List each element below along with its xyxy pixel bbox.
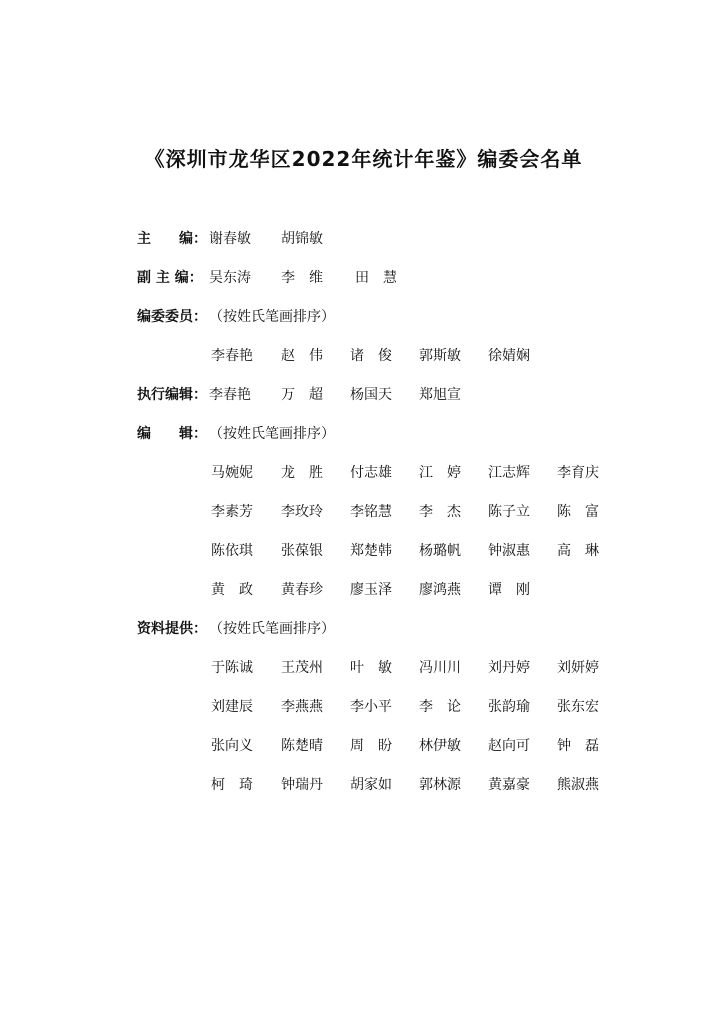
- editor-name: 钟淑惠: [488, 543, 530, 559]
- editor-name: 张葆银: [281, 543, 323, 559]
- data-provider-name: 黄嘉豪: [488, 777, 530, 793]
- executive-editor-name: 郑旭宣: [419, 387, 461, 403]
- executive-editor-name: 杨国天: [350, 387, 392, 403]
- data-provider-name: 冯川川: [419, 660, 461, 676]
- data-provider-name: 王茂州: [281, 660, 323, 676]
- deputy-editor-label: 副 主 编：: [137, 270, 203, 286]
- editor-name: 龙 胜: [281, 465, 323, 481]
- data-provider-name: 李小平: [350, 699, 392, 715]
- editor-name: 黄春珍: [281, 582, 323, 598]
- committee-label: 编委委员：: [137, 309, 207, 325]
- data-provider-name: 李 论: [419, 699, 461, 715]
- editor-name: 李 杰: [419, 504, 461, 520]
- deputy-editor-name: 吴东涛: [209, 270, 251, 286]
- committee-member: 赵 伟: [281, 348, 323, 364]
- data-provider-name: 李燕燕: [281, 699, 323, 715]
- editor-name: 李铭慧: [350, 504, 392, 520]
- editor-name: 江 婷: [419, 465, 461, 481]
- editor-name: 江志辉: [488, 465, 530, 481]
- editors-sort-note: （按姓氏笔画排序）: [209, 426, 335, 442]
- document-title: 《深圳市龙华区2022年统计年鉴》编委会名单: [144, 147, 583, 171]
- data-provider-name: 钟瑞丹: [281, 777, 323, 793]
- data-provider-name: 刘丹婷: [488, 660, 530, 676]
- editor-name: 高 琳: [557, 543, 599, 559]
- committee-member: 徐婧娴: [488, 348, 530, 364]
- data-provider-name: 张东宏: [557, 699, 599, 715]
- committee-member: 李春艳: [211, 348, 253, 364]
- editor-name: 李育庆: [557, 465, 599, 481]
- data-provider-name: 陈楚晴: [281, 738, 323, 754]
- chief-editor-name: 胡锦敏: [281, 231, 323, 247]
- editor-name: 陈子立: [488, 504, 530, 520]
- data-provider-name: 张向义: [211, 738, 253, 754]
- data-provider-name: 于陈诚: [211, 660, 253, 676]
- chief-editor-label: 主 编：: [137, 231, 207, 247]
- editors-label: 编 辑：: [137, 426, 207, 442]
- data-provider-name: 胡家如: [350, 777, 392, 793]
- deputy-editor-name: 李 维: [281, 270, 323, 286]
- editor-name: 杨璐帆: [419, 543, 461, 559]
- editor-name: 陈 富: [557, 504, 599, 520]
- editor-name: 马婉妮: [211, 465, 253, 481]
- editor-name: 李玫玲: [281, 504, 323, 520]
- data-provider-name: 柯 琦: [211, 777, 253, 793]
- data-provider-name: 钟 磊: [557, 738, 599, 754]
- executive-editor-name: 李春艳: [209, 387, 251, 403]
- executive-editor-name: 万 超: [281, 387, 323, 403]
- editor-name: 李素芳: [211, 504, 253, 520]
- committee-sort-note: （按姓氏笔画排序）: [209, 309, 335, 325]
- data-provider-name: 郭林源: [419, 777, 461, 793]
- data-provider-name: 叶 敏: [350, 660, 392, 676]
- data-provider-name: 刘妍婷: [557, 660, 599, 676]
- editor-name: 郑楚韩: [350, 543, 392, 559]
- data-provider-name: 林伊敏: [419, 738, 461, 754]
- data-provider-name: 刘建辰: [211, 699, 253, 715]
- data-provider-name: 张韵瑜: [488, 699, 530, 715]
- deputy-editor-name: 田 慧: [355, 270, 397, 286]
- editor-name: 廖鸿燕: [419, 582, 461, 598]
- data-providers-sort-note: （按姓氏笔画排序）: [209, 621, 335, 637]
- committee-member: 郭斯敏: [419, 348, 461, 364]
- data-provider-name: 周 盼: [350, 738, 392, 754]
- editor-name: 黄 政: [211, 582, 253, 598]
- editor-name: 谭 刚: [488, 582, 530, 598]
- executive-editor-label: 执行编辑：: [137, 387, 207, 403]
- editor-name: 付志雄: [350, 465, 392, 481]
- data-provider-name: 赵向可: [488, 738, 530, 754]
- committee-member: 诸 俊: [350, 348, 392, 364]
- chief-editor-name: 谢春敏: [209, 231, 251, 247]
- data-provider-name: 熊淑燕: [557, 777, 599, 793]
- data-providers-label: 资料提供：: [137, 621, 207, 637]
- editor-name: 陈依琪: [211, 543, 253, 559]
- editor-name: 廖玉泽: [350, 582, 392, 598]
